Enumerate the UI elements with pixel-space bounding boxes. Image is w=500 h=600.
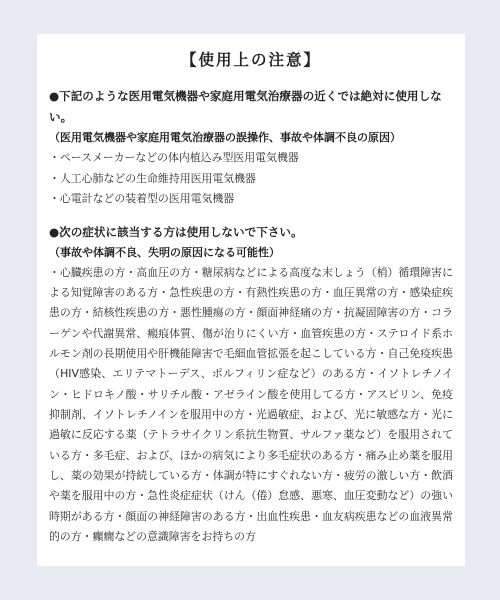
page-title: 【使用上の注意】 bbox=[180, 51, 321, 69]
section-symptoms bbox=[49, 222, 453, 548]
list-item: ・ペースメーカーなどの体内植込み型医用電気機器 bbox=[49, 151, 299, 164]
symptoms-paragraph: ・心臓疾患の方・高血圧の方・糖尿病などによる高度な末しょう（梢）循環障害による知覚障害のある方・急性疾患の方・有熱性疾患の方・血圧異常の方・感染症疾患の方・結核性疾患の方・悪性腫瘍の方・顔面神経痛の方・抗凝固障害の方・コラーゲンや代謝異常、瘢痕体質、傷が治りにくい方・血管疾患の方・ステロイド系ホルモン剤の長期使用や肝機能障害で毛細血管拡張を起こしている方・自己免疫疾患（HIV感染、エリテマトーデス、ポルフィリン症など）のある方・イソトレチノイン・ヒドロキノ酸・サリチル酸・アゼライン酸を使用してる方・アスピリン、免疫抑制剤、イソトレチノインを服用中の方・光過敏症、および、光に敏感な方・光に過敏に反応する薬（テトラサイクリン系抗生物質、サルファ薬など）を服用されている方・多毛症、および、ほかの病気により多毛症状のある方・痛み止め薬を服用し、薬の効果が持続している方・体調が特にすぐれない方・疲労の激しい方・飲酒や薬を服用中の方・急性炎症症状（けん（倦）怠感、悪寒、血圧変動など）の強い時期がある方・顔面の神経障害のある方・出血性疾患・血友病疾患などの血液異常的の方・癲癇などの意識障害をお持ちの方 bbox=[49, 265, 453, 543]
section-subheading: （事故や体調不良、失明の原因になる可能性） bbox=[49, 245, 280, 259]
caution-card bbox=[37, 34, 465, 566]
list-item: ・心電計などの装着型の医用電気機器 bbox=[49, 192, 235, 205]
section-medical-devices bbox=[49, 86, 453, 210]
section-subheading: （医用電気機器や家庭用電気治療器の誤操作、事故や体調不良の原因） bbox=[49, 131, 401, 144]
section-spacer bbox=[49, 210, 453, 222]
section-heading: ●次の症状に該当する方は使用しないで下さい。 bbox=[49, 224, 303, 239]
list-item: ・人工心肺などの生命維持用医用電気機器 bbox=[49, 171, 256, 185]
section-heading: ●下記のような医用電気機器や家庭用電気治療器の近くでは絶対に使用しない。 bbox=[49, 89, 442, 124]
